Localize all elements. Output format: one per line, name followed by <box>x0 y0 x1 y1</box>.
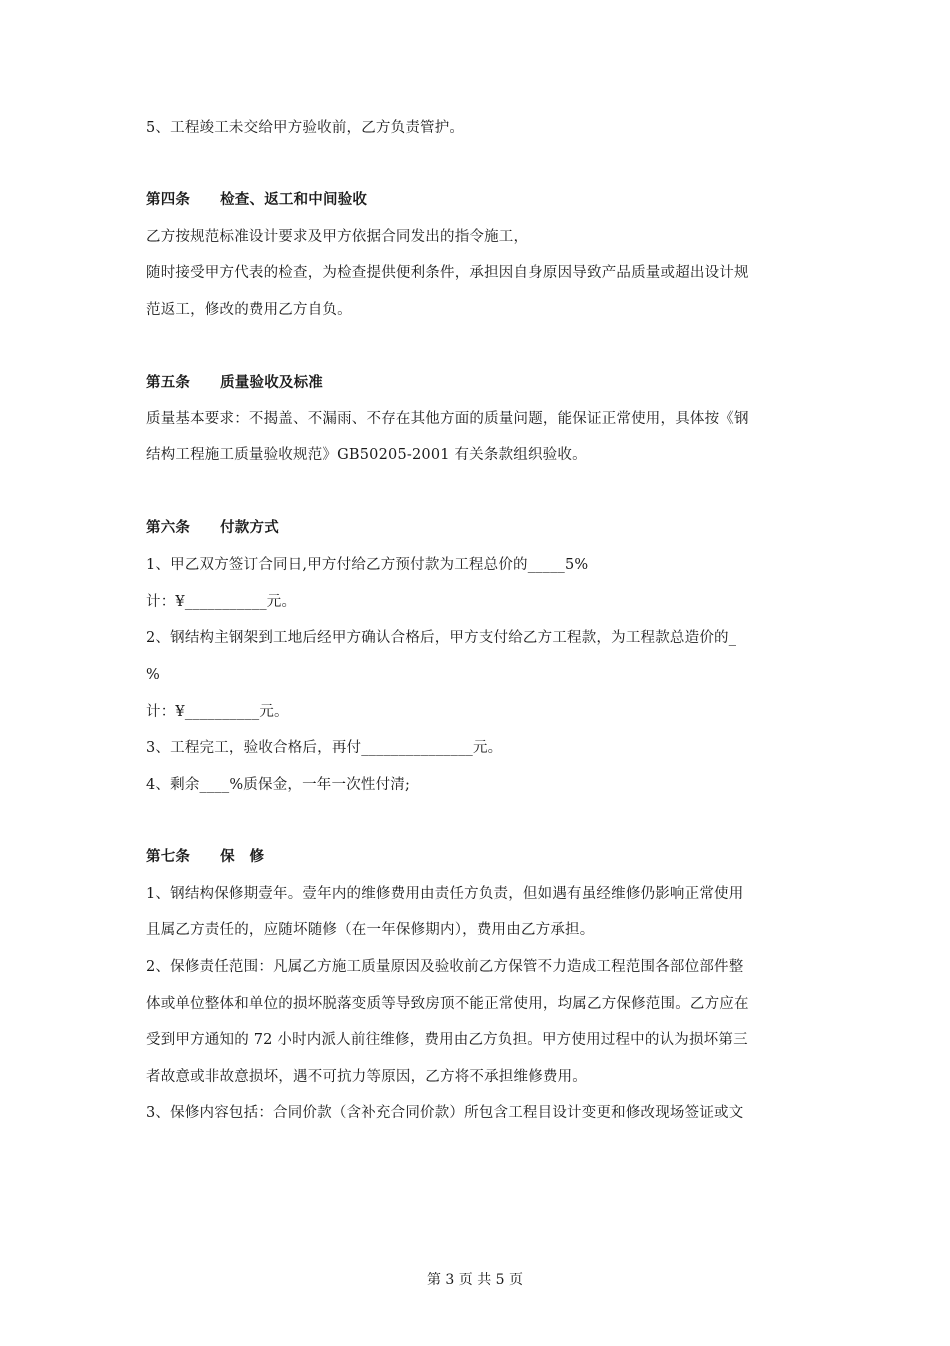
section-title: 检查、返工和中间验收 <box>220 191 368 208</box>
text-line: 1、钢结构保修期壹年。壹年内的维修费用由责任方负责，但如遇有虽经维修仍影响正常使用 <box>146 886 744 902</box>
text-line: 计：¥__________元。 <box>146 704 289 720</box>
section-number: 第四条 <box>146 191 191 208</box>
text-line: 2、保修责任范围：凡属乙方施工质量原因及验收前乙方保管不力造成工程范围各部位部件整 <box>146 959 744 975</box>
text-line: 乙方按规范标准设计要求及甲方依据合同发出的指令施工， <box>146 229 529 245</box>
text-line: 范返工，修改的费用乙方自负。 <box>146 302 352 318</box>
text-line: 3、工程完工，验收合格后，再付_______________元。 <box>146 740 503 756</box>
text-line: 且属乙方责任的，应随坏随修（在一年保修期内），费用由乙方承担。 <box>146 922 595 938</box>
section-heading-4 <box>146 191 367 209</box>
text-line: 者故意或非故意损坏，遇不可抗力等原因，乙方将不承担维修费用。 <box>146 1069 587 1085</box>
text-line: 计：¥___________元。 <box>146 594 297 610</box>
text-line: 结构工程施工质量验收规范》GB50205-2001 有关条款组织验收。 <box>146 447 587 463</box>
section-heading-7 <box>146 848 264 866</box>
section-title: 质量验收及标准 <box>220 374 324 391</box>
text-line: 4、剩余____%质保金，一年一次性付清; <box>146 777 411 793</box>
text-line: 2、钢结构主钢架到工地后经甲方确认合格后，甲方支付给乙方工程款，为工程款总造价的_ <box>146 630 737 646</box>
section-title: 保 修 <box>220 848 265 865</box>
text-line: 1、甲乙双方签订合同日,甲方付给乙方预付款为工程总价的_____5% <box>146 557 589 573</box>
section-number: 第七条 <box>146 848 191 865</box>
text-line: 质量基本要求：不揭盖、不漏雨、不存在其他方面的质量问题，能保证正常使用，具体按《钢 <box>146 411 749 427</box>
text-line: 体或单位整体和单位的损坏脱落变质等导致房顶不能正常使用，均属乙方保修范围。乙方应在 <box>146 996 749 1012</box>
section-number: 第六条 <box>146 519 191 536</box>
section-title: 付款方式 <box>220 519 279 536</box>
text-line: 随时接受甲方代表的检查，为检查提供便利条件，承担因自身原因导致产品质量或超出设计规 <box>146 265 749 281</box>
text-line: 5、工程竣工未交给甲方验收前，乙方负责管护。 <box>146 120 465 136</box>
text-line: % <box>146 667 160 683</box>
text-line: 受到甲方通知的 72 小时内派人前往维修，费用由乙方负担。甲方使用过程中的认为损坏第三 <box>146 1032 748 1048</box>
page-footer: 第 3 页 共 5 页 <box>426 1272 524 1288</box>
section-number: 第五条 <box>146 374 191 391</box>
text-line: 3、保修内容包括：合同价款（含补充合同价款）所包含工程目设计变更和修改现场签证或文 <box>146 1105 744 1121</box>
section-heading-6 <box>146 519 279 537</box>
section-heading-5 <box>146 374 323 392</box>
